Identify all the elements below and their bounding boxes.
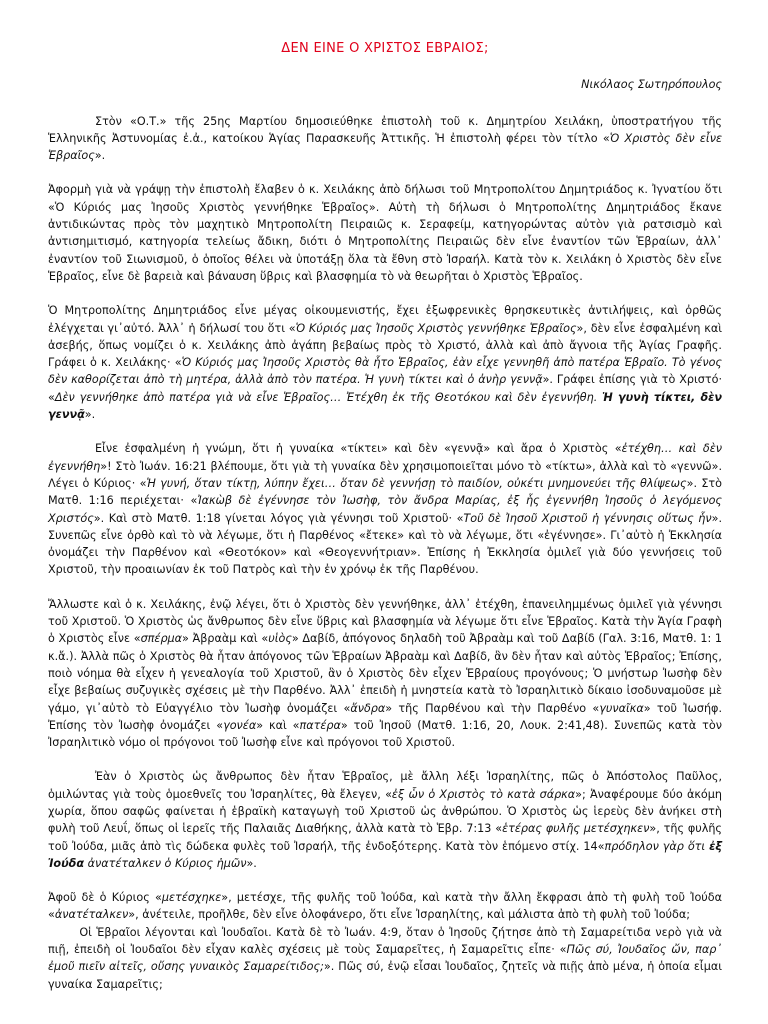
quote-segment: Ὁ Κύριός μας Ἰησοῦς Χριστὸς γεννήθηκε Ἑβραῖος [295, 321, 577, 335]
quote-segment: Ὁ Χριστὸς δὲν εἶνε Ἑβραῖος [48, 131, 722, 163]
text-segment: ». [84, 408, 96, 422]
paragraph-4 [48, 440, 722, 578]
quote-segment: ἑτέρας φυλῆς μετέσχηκεν [502, 822, 650, 836]
text-segment: », ἀνέτειλε, προῆλθε, δὲν εἶνε ὁλοφάνερο, ὅτι εἶνε Ἰσραηλίτης, καὶ μάλιστα ἀπὸ τὴ φυλὴ τοῦ Ἰούδα; [128, 908, 691, 922]
document-title: ΔΕΝ ΕΙΝΕ Ο ΧΡΙΣΤΟΣ ΕΒΡΑΙΟΣ; [281, 41, 489, 56]
text-segment: », τῆς φυλῆς τοῦ Ἰούδα, μιᾶς ἀπὸ τὶς δώδεκα φυλὲς τοῦ Ἰσραήλ, τῆς ἐνδοξότερης. Κατὰ τὸν ἑπόμενο στίχ. 14« [48, 822, 722, 853]
text-segment: » τοῦ Ἰησοῦ (Ματθ. 1:16, 20, Λουκ. 2:41,48). Συνεπῶς κατὰ τὸν Ἰσραηλιτικὸ νόμο οἱ πρόγονοι τοῦ Ἰωσὴφ εἶνε καὶ πρόγονοι τοῦ Χριστοῦ. [48, 718, 722, 750]
paragraph-7 [48, 889, 722, 924]
text-segment: » Ἀβραὰμ καὶ « [182, 632, 269, 646]
quote-segment: ἐτέχθη… καὶ δὲν ἐγεννήθη [48, 442, 722, 473]
text-segment: ». [94, 149, 106, 163]
quote-segment: γονέα [223, 718, 257, 732]
quote-segment: πρόδηλον γὰρ ὅτι [604, 839, 706, 853]
quote-segment: ἀνατέταλκεν ὁ Κύριος ἡμῶν [87, 856, 247, 870]
text-segment: » τῆς Παρθένου καὶ τὴν Παρθένο « [385, 701, 600, 715]
text-segment: » τοῦ Ἰωσήφ. Ἐπίσης τὸν Ἰωσὴφ ὀνομάζει « [48, 701, 722, 732]
quote-segment: Ὁ Κύριός μας Ἰησοῦς Χριστὸς θὰ ἦτο Ἑβραῖος, ἐὰν εἶχε γεννηθῆ ἀπὸ πατέρα Ἑβραῖο. Τὸ γένος δὲν καθορίζεται ἀπὸ τὴ μητέρα, ἀλλὰ ἀπὸ τὸν πατέρα. Ἡ γυνὴ τίκτει καὶ ὁ ἀνὴρ γεννᾷ [48, 356, 722, 387]
quote-segment: σπέρμα [140, 632, 183, 646]
text-segment: Ἀφοῦ δὲ ὁ Κύριος « [48, 891, 162, 905]
text-segment: ». Συνεπῶς εἶνε ὀρθὸ καὶ τὸ νὰ λέγωμε, ὅτι ἡ Παρθένος «ἔτεκε» καὶ τὸ νὰ λέγωμε, ὅτι «ἐγέννησε». Γι᾽αὐτὸ ἡ Ἐκκλησία ὀνομάζει τὴν Παρθένον καὶ «Θεοτόκον» καὶ «Θεογεννήτριαν». Ἐπίσης ἡ Ἐκκλησία ὁμιλεῖ γιὰ δύο γεννήσεις τοῦ Χριστοῦ, τὴν προαιωνίαν ἐκ τοῦ Πατρὸς καὶ τὴν ἐν χρόνῳ ἐκ τῆς Παρθένου. [48, 511, 722, 577]
quote-segment: ἐξ ὧν ὁ Χριστὸς τὸ κατὰ σάρκα [391, 787, 576, 801]
paragraph-2 [48, 181, 722, 285]
paragraph-5 [48, 596, 722, 752]
paragraph-8 [48, 924, 722, 993]
text-segment: » καὶ « [256, 718, 300, 732]
bold-quote-segment: Ἡ γυνὴ τίκτει, δὲν γεννᾷ [48, 390, 723, 422]
text-segment: ». [246, 856, 257, 870]
text-segment: Ἀφορμὴ γιὰ νὰ γράψῃ τὴν ἐπιστολὴ ἔλαβεν ὁ κ. Χειλάκης ἀπὸ δήλωσι τοῦ Μητροπολίτου Δημητριάδος κ. Ἰγνατίου ὅτι «Ὁ Κύριός μας Ἰησοῦς Χριστὸς γεννήθηκε Ἑβραῖος». Αὐτὴ τὴ δήλωσι ὁ Μητροπολίτης Δημητριάδος ἔκανε ἀντιδικώντας πρὸς τὸν μαχητικὸ Μητροπολίτη Πειραιῶς κ. Σεραφείμ, κατηγορώντας αὐτὸν γιὰ ρατσισμὸ καὶ ἀντισημιτισμό, κατηγορία τελείως ἄδικη, διότι ὁ Μητροπολίτης Πειραιῶς δὲν εἶνε ἐναντίον τῶν Ἑβραίων, ἀλλ᾽ ἐναντίον τοῦ Σιωνισμοῦ, ὁ ὁποῖος θέλει νὰ ὑποτάξῃ ὅλα τὰ ἔθνη στὸ Ἰσραήλ. Κατὰ τὸν κ. Χειλάκη ὁ Χριστὸς δὲν εἶνε Ἑβραῖος, εἶνε δὲ βαρειὰ καὶ βάναυση ὕβρις καὶ βλασφημία τὸ νὰ θεωρῆται ὁ Χριστὸς Ἑβραῖος. [48, 183, 722, 283]
quote-segment: Πῶς σύ, Ἰουδαῖος ὤν, παρ᾽ ἐμοῦ πιεῖν αἰτεῖς, οὔσης γυναικὸς Σαμαρείτιδος; [48, 943, 722, 974]
text-segment: Εἶνε ἐσφαλμένη ἡ γνώμη, ὅτι ἡ γυναίκα «τίκτει» καὶ δὲν «γεννᾷ» καὶ ἄρα ὁ Χριστὸς « [95, 442, 622, 456]
quote-segment: Ἰακὼβ δὲ ἐγέννησε τὸν Ἰωσὴφ, τὸν ἄνδρα Μαρίας, ἐξ ἧς ἐγεννήθη Ἰησοῦς ὁ λεγόμενος Χριστός [48, 494, 722, 525]
author-name: Νικόλαος Σωτηρόπουλος [581, 78, 722, 92]
text-segment: Στὸν «Ο.Τ.» τῆς 25ης Μαρτίου δημοσιεύθηκε ἐπιστολὴ τοῦ κ. Δημητρίου Χειλάκη, ὑποστρατήγου τῆς Ἑλληνικῆς Ἀστυνομίας ἐ.ἀ., κατοίκου Ἁγίας Παρασκευῆς Ἀττικῆς. Ἡ ἐπιστολὴ φέρει τὸν τίτλο « [48, 114, 722, 145]
text-segment: Ὁ Μητροπολίτης Δημητριάδος εἶνε μέγας οἰκουμενιστής, ἔχει ἐξωφρενικὲς θρησκευτικὲς ἀντιλήψεις, καὶ ὀρθῶς ἐλέγχεται γι᾽αὐτό. Ἀλλ᾽ ἡ δήλωσί του ὅτι « [48, 304, 722, 335]
text-segment: ». Πῶς σύ, ἐνῷ εἶσαι Ἰουδαῖος, ζητεῖς νὰ πιῇς ἀπὸ μένα, ἡ ὁποία εἶμαι γυναίκα Σαμαρεῖτις; [48, 960, 722, 991]
text-segment: » Δαβίδ, ἀπόγονος δηλαδὴ τοῦ Ἀβραὰμ καὶ τοῦ Δαβίδ (Γαλ. 3:16, Ματθ. 1: 1 κ.ἄ.). Ἀλλὰ πῶς ὁ Χριστὸς θὰ ἦταν ἀπόγονος τῶν Ἑβραίων Ἀβραὰμ καὶ Δαβίδ, ἂν δὲν ἦταν καὶ αὐτὸς Ἑβραῖος; Ἐπίσης, ποιὸ νόημα θὰ εἶχεν ἡ γενεαλογία τοῦ Χριστοῦ, ἂν ὁ Χριστὸς δὲν εἶχεν Ἑβραίους προγόνους; Ὁ μνήστωρ Ἰωσὴφ δὲν εἶχε βεβαίως συζυγικὲς σχέσεις μὲ τὴν Παρθένο. Ἀλλ᾽ ἐπειδὴ ἡ μνηστεία κατὰ τὸ Ἰσραηλιτικὸ δίκαιο ἰσοδυναμοῦσε μὲ γάμο, γι᾽αὐτὸ τὸ Εὐαγγέλιο τὸν Ἰωσὴφ ὀνομάζει « [48, 632, 723, 715]
quote-segment: υἱὸς [268, 632, 292, 646]
quote-segment: πατέρα [299, 718, 341, 732]
text-segment: Ἐὰν ὁ Χριστὸς ὡς ἄνθρωπος δὲν ἦταν Ἑβραῖος, μὲ ἄλλη λέξι Ἰσραηλίτης, πῶς ὁ Ἀπόστολος Παῦλος, ὁμιλώντας γιὰ τοὺς ὁμοεθνεῖς του Ἰσραηλίτες, θὰ ἔλεγεν, « [48, 770, 722, 801]
quote-segment: Ἡ γυνή, ὅταν τίκτῃ, λύπην ἔχει… ὅταν δὲ γεννήσῃ τὸ παιδίον, οὐκέτι μνημονεύει τῆς θλίψεως [146, 476, 687, 490]
text-segment: ». Στὸ Ματθ. 1:16 περιέχεται· « [48, 476, 722, 508]
quote-segment: Τοῦ δὲ Ἰησοῦ Χριστοῦ ἡ γέννησις οὕτως ἦν [463, 511, 712, 525]
paragraph-1 [48, 113, 722, 165]
text-segment: ». Γράφει ἐπίσης γιὰ τὸ Χριστό· « [48, 373, 722, 404]
quote-segment: Δὲν γεννήθηκε ἀπὸ πατέρα γιὰ νὰ εἶνε Ἑβραῖος… Ἐτέχθη ἐκ τῆς Θεοτόκου καὶ δὲν ἐγεννήθη. [54, 390, 598, 404]
text-segment: Οἱ Ἑβραῖοι λέγονται καὶ Ἰουδαῖοι. Κατὰ δὲ τὸ Ἰωάν. 4:9, ὅταν ὁ Ἰησοῦς ζήτησε ἀπὸ τὴ Σαμαρείτιδα νερὸ γιὰ νὰ πιῇ, ἐπειδὴ οἱ Ἰουδαῖοι δὲν εἶχαν καλὲς σχέσεις μὲ τοὺς Σαμαρεῖτες, ἡ Σαμαρεῖτις εἶπε· « [48, 925, 722, 957]
paragraph-3 [48, 302, 722, 423]
text-segment: Ἄλλωστε καὶ ὁ κ. Χειλάκης, ἐνῷ λέγει, ὅτι ὁ Χριστὸς δὲν γεννήθηκε, ἀλλ᾽ ἐτέχθη, ἐπανειλημμένως ὁμιλεῖ γιὰ γέννησι τοῦ Χριστοῦ. Ὁ Χριστὸς ὡς ἄνθρωπος δὲν εἶνε ὕβρις καὶ βλασφημία νὰ λέγωμε ὅτι εἶνε Ἑβραῖος. Κατὰ τὴν Ἁγία Γραφὴ ὁ Χριστὸς εἶνε « [48, 597, 722, 646]
text-segment: », μετέσχε, τῆς φυλῆς τοῦ Ἰούδα, καὶ κατὰ τὴν ἄλλη ἔκφρασι ἀπὸ τὴ φυλὴ τοῦ Ἰούδα « [48, 891, 722, 922]
quote-segment: ἄνδρα [350, 701, 386, 715]
bold-quote-segment: ἐξ Ἰούδα [48, 839, 722, 870]
quote-segment: ἀνατέταλκεν [54, 908, 129, 922]
quote-segment: μετέσχηκε [161, 891, 222, 905]
text-segment: »; Ἀναφέρουμε δύο ἀκόμη χωρία, ὅπου σαφῶς φαίνεται ἡ ἑβραϊκὴ καταγωγὴ τοῦ Χριστοῦ ὡς ἀνθρώπου. Ὁ Χριστὸς ὡς ἱερεὺς δὲν ἀνήκει στὴ φυλὴ τοῦ Λευΐ, ὅπως οἱ ἱερεῖς τῆς Παλαιᾶς Διαθήκης, ἀλλὰ κατὰ τὸ Ἑβρ. 7:13 « [48, 787, 722, 836]
paragraph-6 [48, 768, 722, 872]
quote-segment: γυναῖκα [599, 701, 644, 715]
text-segment: »! Στὸ Ἰωάν. 16:21 βλέπουμε, ὅτι γιὰ τὴ γυναίκα δὲν χρησιμοποιεῖται μόνο τὸ «τίκτω», ἀλλὰ καὶ τὸ «γεννῶ». Λέγει ὁ Κύριος· « [48, 459, 722, 490]
text-segment: », δὲν εἶνε ἐσφαλμένη καὶ ἀσεβής, ὅπως νομίζει ὁ κ. Χειλάκης ἀπὸ ἀγάπη βεβαίως πρὸς τὸ Χριστό, ἀλλὰ καὶ ἀπὸ ἄγνοια τῆς Ἁγίας Γραφῆς. Γράφει ὁ κ. Χειλάκης· « [48, 321, 723, 370]
text-segment: ». Καὶ στὸ Ματθ. 1:18 γίνεται λόγος γιὰ γέννησι τοῦ Χριστοῦ· « [93, 511, 464, 525]
